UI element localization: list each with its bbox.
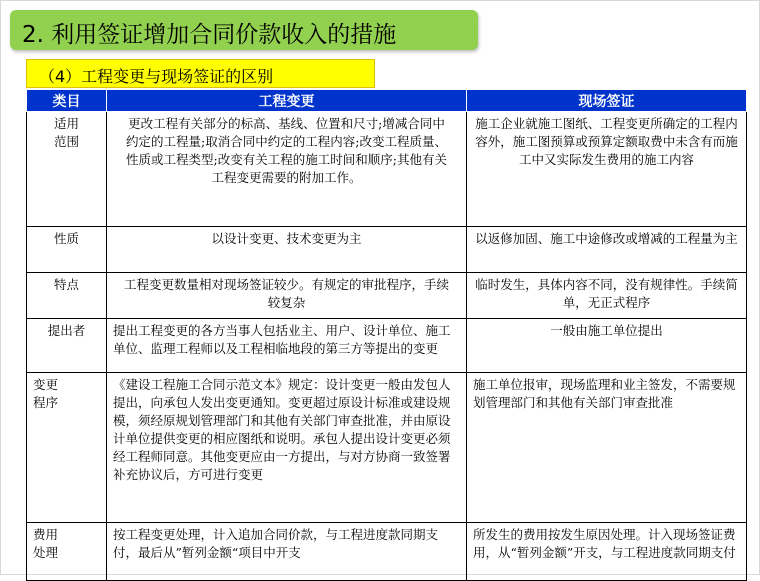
row-change-cell: 按工程变更处理，计入追加合同价款，与工程进度款同期支付，最后从”暂列金额“项目中开支 xyxy=(107,523,467,581)
header-category: 类目 xyxy=(27,90,107,112)
row-category: 性质 xyxy=(27,227,107,273)
title-banner xyxy=(10,10,478,50)
table-row xyxy=(27,523,747,581)
row-change-cell: 以设计变更、技术变更为主 xyxy=(107,227,467,273)
table-row xyxy=(27,319,747,373)
header-change: 工程变更 xyxy=(107,90,467,112)
table-row xyxy=(27,373,747,523)
row-change-cell: 提出工程变更的各方当事人包括业主、用户、设计单位、施工单位、监理工程师以及工程相临地段的第三方等提出的变更 xyxy=(107,319,467,373)
row-visa-cell: 施工企业就施工图纸、工程变更所确定的工程内容外，施工图预算或预算定额取费中未含有而施工中又实际发生费用的施工内容 xyxy=(467,112,747,227)
row-category: 特点 xyxy=(27,273,107,319)
row-category: 变更 程序 xyxy=(27,373,107,523)
table-header-row xyxy=(27,90,747,112)
table-row xyxy=(27,227,747,273)
slide-subtitle: （4）工程变更与现场签证的区别 xyxy=(39,67,274,86)
row-category: 适用 范围 xyxy=(27,112,107,227)
row-change-cell: 更改工程有关部分的标高、基线、位置和尺寸;增减合同中约定的工程量;取消合同中约定的工程内容;改变工程质量、性质或工程类型;改变有关工程的施工时间和顺序;其他有关工程变更需要的附加工作。 xyxy=(107,112,467,227)
row-visa-cell: 临时发生，具体内容不同，没有规律性。手续简单，无正式程序 xyxy=(467,273,747,319)
row-change-cell: 《建设工程施工合同示范文本》规定：设计变更一般由发包人提出，向承包人发出变更通知。变更超过原设计标准或建设规模，须经原规划管理部门和其他有关部门审查批准，并由原设计单位提供变更的相应图纸和说明。承包人提出设计变更必须经工程师同意。其他变更应由一方提出，与对方协商一致签署补充协议后，方可进行变更 xyxy=(107,373,467,523)
comparison-table xyxy=(26,89,747,581)
row-visa-cell: 所发生的费用按发生原因处理。计入现场签证费用，从“暂列金额”开支，与工程进度款同期支付 xyxy=(467,523,747,581)
header-visa: 现场签证 xyxy=(467,90,747,112)
table-row xyxy=(27,112,747,227)
row-category: 提出者 xyxy=(27,319,107,373)
row-visa-cell: 施工单位报审，现场监理和业主签发，不需要规划管理部门和其他有关部门审查批准 xyxy=(467,373,747,523)
slide-title: 2. 利用签证增加合同价款收入的措施 xyxy=(22,22,397,48)
row-visa-cell: 以返修加固、施工中途修改或增减的工程量为主 xyxy=(467,227,747,273)
row-visa-cell: 一般由施工单位提出 xyxy=(467,319,747,373)
row-change-cell: 工程变更数量相对现场签证较少。有规定的审批程序，手续较复杂 xyxy=(107,273,467,319)
table-row xyxy=(27,273,747,319)
row-category: 费用 处理 xyxy=(27,523,107,581)
subtitle-banner xyxy=(26,59,375,88)
